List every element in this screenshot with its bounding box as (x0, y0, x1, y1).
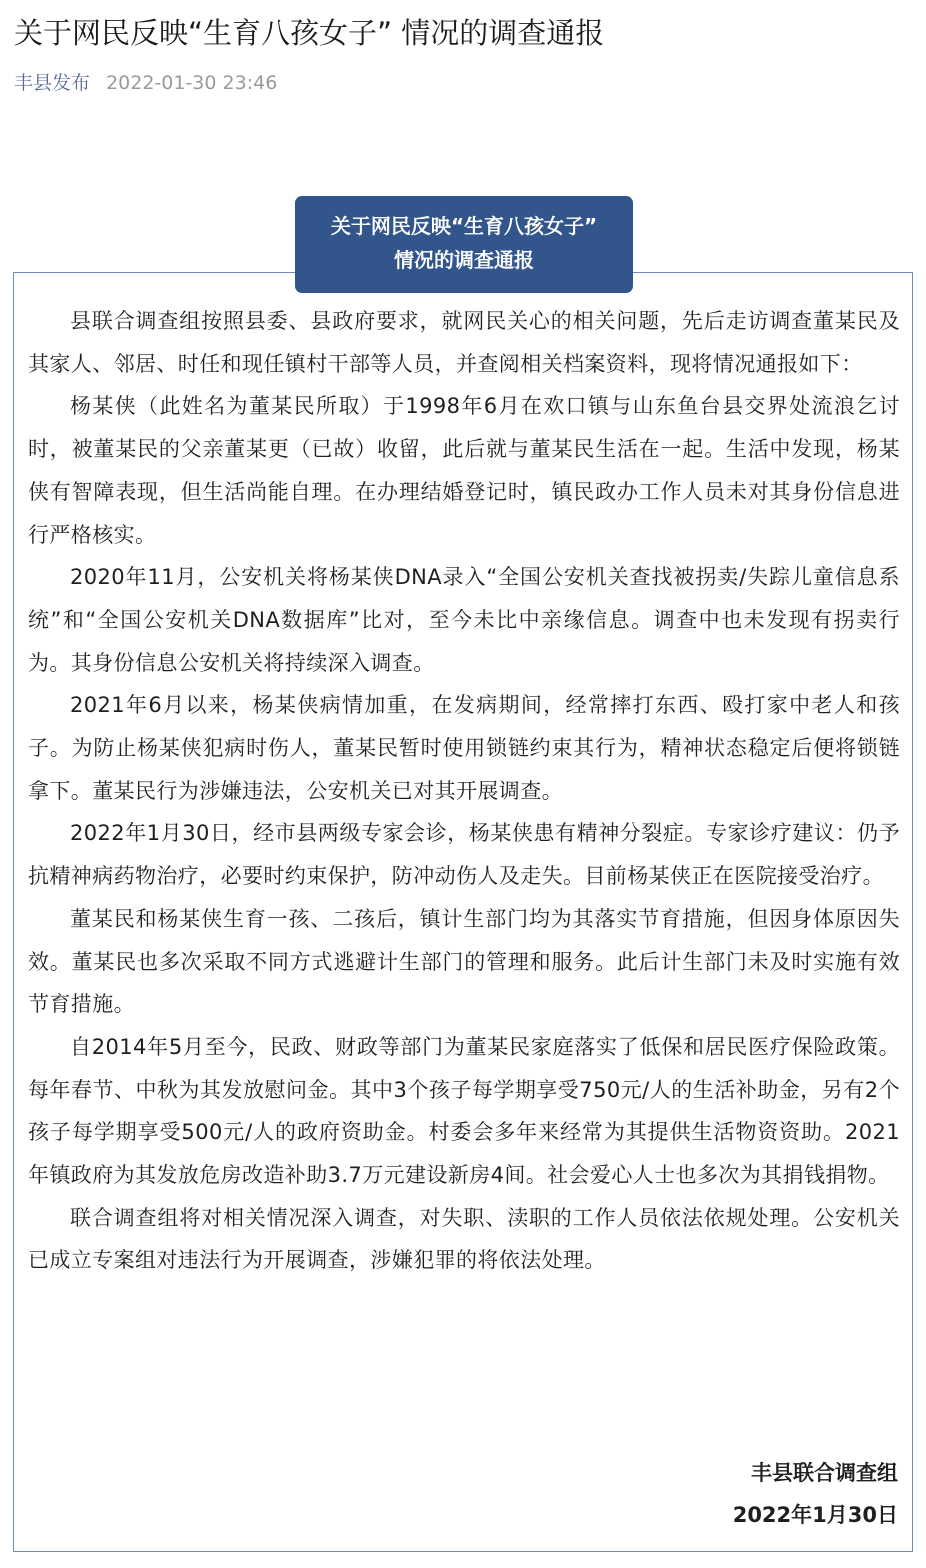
article-title: 关于网民反映“生育八孩女子” 情况的调查通报 (14, 16, 605, 50)
publish-date: 2022-01-30 23:46 (106, 72, 278, 94)
paragraph: 2022年1月30日，经市县两级专家会诊，杨某侠患有精神分裂症。专家诊疗建议：仍予抗精神病药物治疗，必要时约束保护，防冲动伤人及走失。目前杨某侠正在医院接受治疗。 (28, 821, 900, 889)
paragraph: 2020年11月，公安机关将杨某侠DNA录入“全国公安机关查找被拐卖/失踪儿童信息系统”和“全国公安机关DNA数据库”比对，至今未比中亲缘信息。调查中也未发现有拐卖行为。其身份信息公安机关将持续深入调查。 (28, 565, 900, 675)
notice-title-line-1: 关于网民反映“生育八孩女子” (330, 214, 598, 238)
signature-org: 丰县联合调查组 (751, 1461, 898, 1485)
notice-title-line-2: 情况的调查通报 (394, 248, 534, 272)
paragraph: 自2014年5月至今，民政、财政等部门为董某民家庭落实了低保和居民医疗保险政策。每年春节、中秋为其发放慰问金。其中3个孩子每学期享受750元/人的生活补助金，另有2个孩子每学期享受500元/人的政府资助金。村委会多年来经常为其提供生活物资资助。2021年镇政府为其发放危房改造补助3.7万元建设新房4间。社会爱心人士也多次为其捐钱捐物。 (28, 1034, 900, 1188)
source-link[interactable]: 丰县发布 (14, 72, 91, 94)
paragraph: 县联合调查组按照县委、县政府要求，就网民关心的相关问题，先后走访调查董某民及其家人、邻居、时任和现任镇村干部等人员，并查阅相关档案资料，现将情况通报如下： (28, 309, 900, 376)
signature (733, 1452, 898, 1536)
article-meta (14, 68, 277, 98)
paragraph: 2021年6月以来，杨某侠病情加重，在发病期间，经常摔打东西、殴打家中老人和孩子。为防止杨某侠犯病时伤人，董某民暂时使用锁链约束其行为，精神状态稳定后便将锁链拿下。董某民行为涉嫌违法，公安机关已对其开展调查。 (28, 693, 900, 803)
signature-date: 2022年1月30日 (732, 1503, 898, 1527)
notice-title-banner (295, 196, 633, 293)
paragraph: 联合调查组将对相关情况深入调查，对失职、渎职的工作人员依法依规处理。公安机关已成立专案组对违法行为开展调查，涉嫌犯罪的将依法处理。 (28, 1205, 900, 1273)
paragraph: 杨某侠（此姓名为董某民所取）于1998年6月在欢口镇与山东鱼台县交界处流浪乞讨时，被董某民的父亲董某更（已故）收留，此后就与董某民生活在一起。生活中发现，杨某侠有智障表现，但生活尚能自理。在办理结婚登记时，镇民政办工作人员未对其身份信息进行严格核实。 (28, 394, 900, 547)
paragraph: 董某民和杨某侠生育一孩、二孩后，镇计生部门均为其落实节育措施，但因身体原因失效。董某民也多次采取不同方式逃避计生部门的管理和服务。此后计生部门未及时实施有效节育措施。 (28, 906, 900, 1017)
notice-body (28, 300, 900, 1282)
